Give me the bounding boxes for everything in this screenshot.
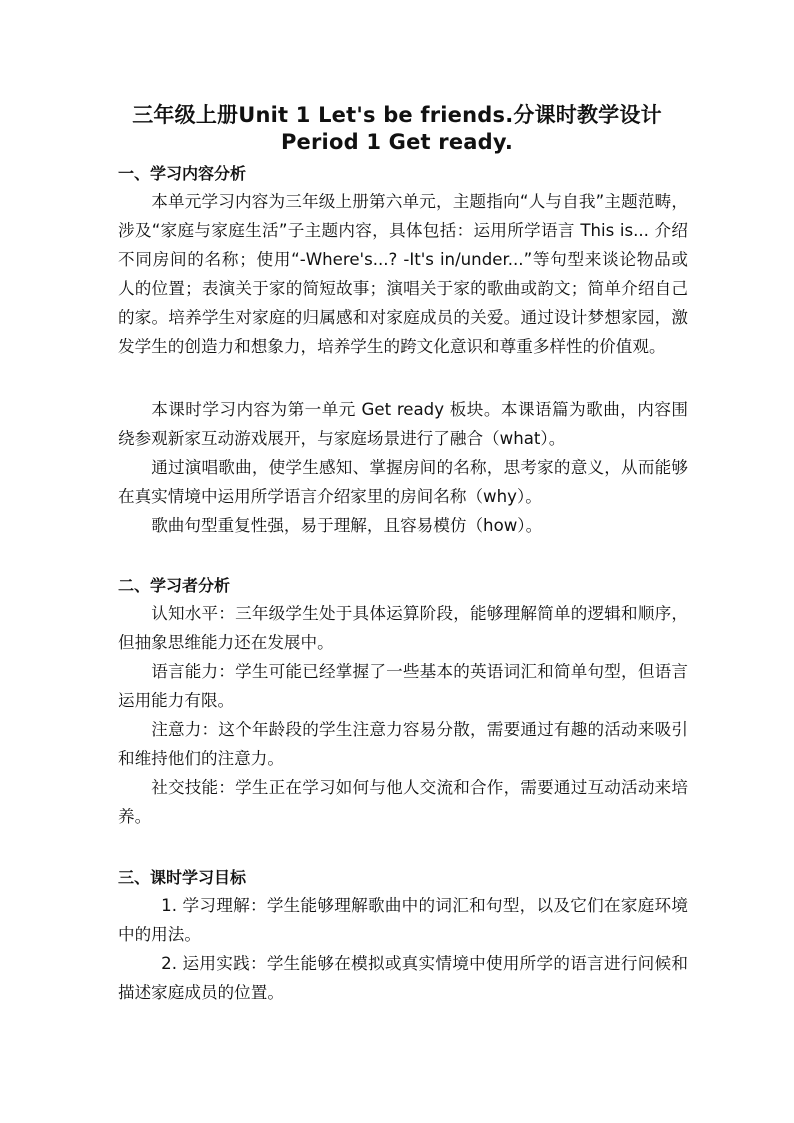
paragraph: 语言能力：学生可能已经掌握了一些基本的英语词汇和简单句型，但语言运用能力有限。 — [118, 662, 688, 710]
paragraph: 通过演唱歌曲，使学生感知、掌握房间的名称，思考家的意义，从而能够在真实情境中运用所学语言介绍家里的房间名称（why）。 — [118, 458, 688, 506]
objective-item: 1. 学习理解：学生能够理解歌曲中的词汇和句型，以及它们在家庭环境中的用法。 — [118, 896, 688, 944]
section-heading-content-analysis: 一、学习内容分析 — [118, 164, 247, 183]
paragraph: 歌曲句型重复性强，易于理解，且容易模仿（how）。 — [151, 516, 543, 535]
paragraph: 本课时学习内容为第一单元 Get ready 板块。本课语篇为歌曲，内容围绕参观新家互动游戏展开，与家庭场景进行了融合（what）。 — [118, 400, 688, 448]
document-subtitle: Period 1 Get ready. — [280, 130, 514, 154]
paragraph: 本单元学习内容为三年级上册第六单元，主题指向“人与自我”主题范畴，涉及“家庭与家庭生活”子主题内容，具体包括：运用所学语言 This is... 介绍不同房间的名称；使用“-Where's...? -It's in/under...”等句型来谈论物品或人的位置；表演关于家的简短故事；演唱关于家的歌曲或韵文；简单介绍自己的家。培养学生对家庭的归属感和对家庭成员的关爱。通过设计梦想家园，激发学生的创造力和想象力，培养学生的跨文化意识和尊重多样性的价值观。 — [118, 192, 688, 356]
paragraph: 注意力：这个年龄段的学生注意力容易分散，需要通过有趣的活动来吸引和维持他们的注意力。 — [118, 720, 688, 768]
document-title: 三年级上册Unit 1 Let's be friends.分课时教学设计 — [132, 103, 662, 127]
section-heading-learning-objectives: 三、课时学习目标 — [118, 868, 247, 887]
paragraph: 认知水平：三年级学生处于具体运算阶段，能够理解简单的逻辑和顺序，但抽象思维能力还在发展中。 — [118, 604, 688, 652]
section-heading-learner-analysis: 二、学习者分析 — [118, 576, 231, 595]
objective-item: 2. 运用实践：学生能够在模拟或真实情境中使用所学的语言进行问候和描述家庭成员的位置。 — [118, 954, 688, 1002]
paragraph: 社交技能：学生正在学习如何与他人交流和合作，需要通过互动活动来培养。 — [118, 778, 688, 826]
